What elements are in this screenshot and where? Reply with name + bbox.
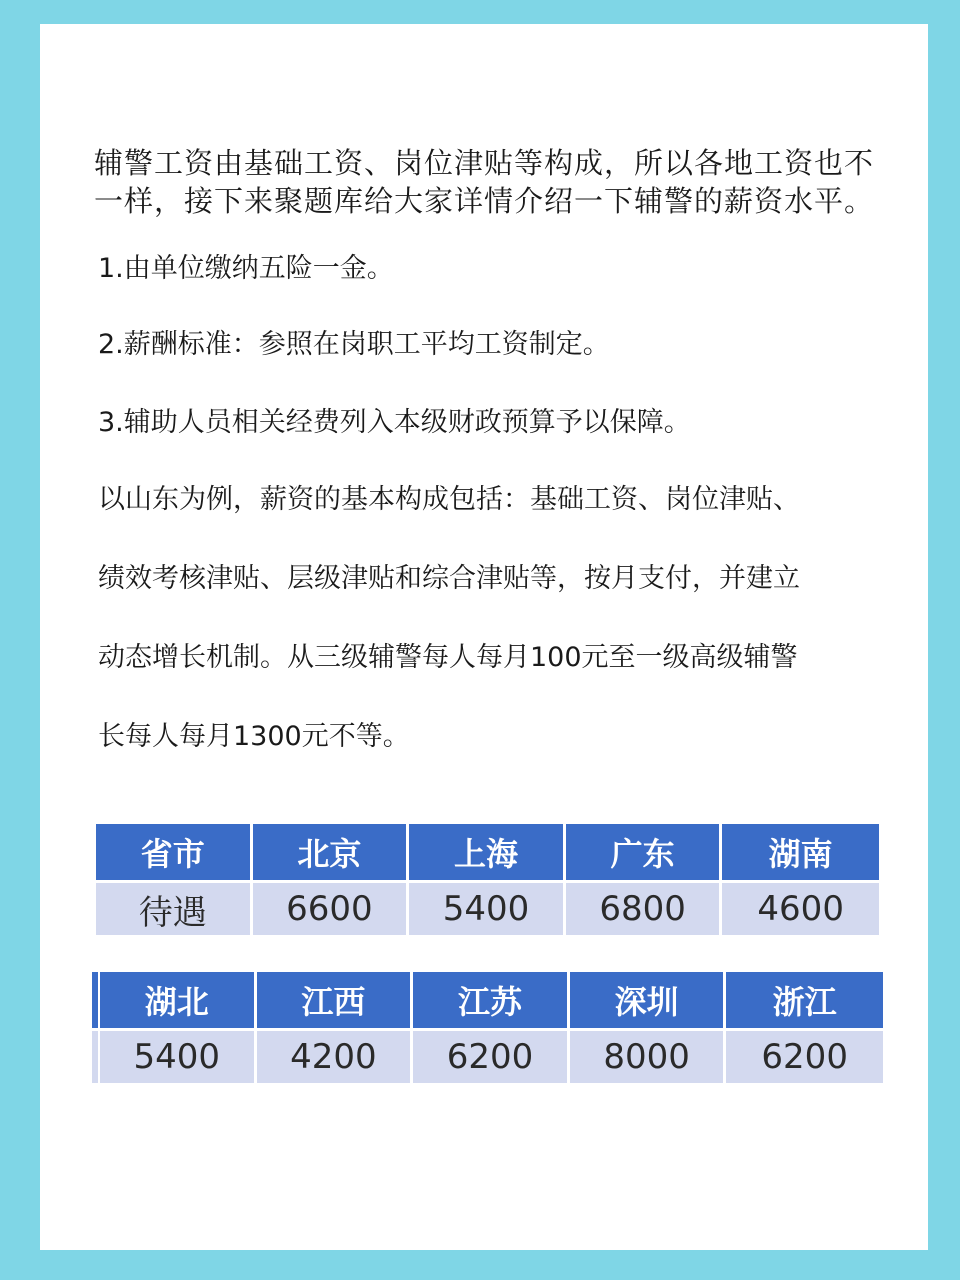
- table-cell: 6800: [566, 880, 723, 935]
- table-row: [96, 880, 879, 935]
- table-header-cell: 深圳: [570, 972, 727, 1028]
- paragraph-line-3: 动态增长机制。从三级辅警每人每月100元至一级高级辅警: [98, 642, 798, 673]
- intro-text: 辅警工资由基础工资、岗位津贴等构成，所以各地工资也不一样，接下来聚题库给大家详情介绍一下辅警的薪资水平。: [94, 146, 875, 218]
- table-cell: 5400: [100, 1028, 257, 1083]
- paragraph-line-2: 绩效考核津贴、层级津贴和综合津贴等，按月支付，并建立: [98, 563, 800, 594]
- table-cell: 6200: [413, 1028, 570, 1083]
- salary-table-2: [100, 972, 883, 1083]
- paragraph-line-1: 以山东为例，薪资的基本构成包括：基础工资、岗位津贴、: [98, 484, 800, 515]
- table-header-cell: 北京: [253, 824, 410, 880]
- table-cell: 4600: [722, 880, 879, 935]
- list-item-1: 1.由单位缴纳五险一金。: [98, 253, 394, 284]
- table-header-cell: 江西: [257, 972, 414, 1028]
- table-header-cell: 江苏: [413, 972, 570, 1028]
- table-header-row: [96, 824, 879, 880]
- table-cell: 4200: [257, 1028, 414, 1083]
- table-header-cell: 湖北: [100, 972, 257, 1028]
- paragraph-line-4: 长每人每月1300元不等。: [98, 721, 410, 752]
- table-header-cell: 上海: [409, 824, 566, 880]
- table-cell: 8000: [570, 1028, 727, 1083]
- salary-table-1: [96, 824, 879, 935]
- table-cell: 6200: [726, 1028, 883, 1083]
- table-header-cell: 广东: [566, 824, 723, 880]
- table-header-cell: 省市: [96, 824, 253, 880]
- table-header-row: [100, 972, 883, 1028]
- table-edge-marker: [92, 972, 98, 1028]
- table-cell: 待遇: [96, 880, 253, 935]
- content-card: [40, 24, 928, 1250]
- table-cell: 5400: [409, 880, 566, 935]
- table-header-cell: 湖南: [722, 824, 879, 880]
- table-cell: 6600: [253, 880, 410, 935]
- list-item-2: 2.薪酬标准：参照在岗职工平均工资制定。: [98, 329, 610, 360]
- table-header-cell: 浙江: [726, 972, 883, 1028]
- list-item-3: 3.辅助人员相关经费列入本级财政预算予以保障。: [98, 407, 691, 438]
- table-row: [100, 1028, 883, 1083]
- table-edge-marker: [92, 1031, 98, 1083]
